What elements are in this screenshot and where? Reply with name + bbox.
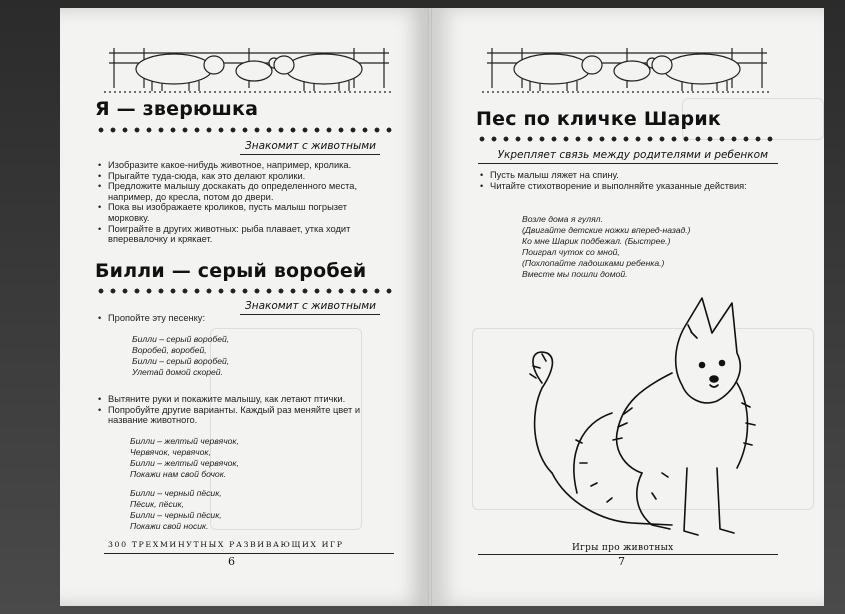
page-number: 7 bbox=[618, 555, 625, 568]
farm-animals-banner-illustration bbox=[482, 43, 772, 95]
bullet-list bbox=[480, 170, 780, 191]
dog-illustration bbox=[522, 293, 762, 545]
list-item: • Пусть малыш ляжет на спину. bbox=[480, 170, 780, 181]
poem-verse bbox=[130, 488, 222, 532]
dotted-divider bbox=[95, 127, 395, 133]
poem-line: Вместе мы пошли домой. bbox=[522, 269, 628, 279]
section-title: Билли — серый воробей bbox=[95, 260, 367, 282]
poem-line: Покажи свой носик. bbox=[130, 521, 209, 531]
list-item: • Читайте стихотворение и выполняйте указанные действия: bbox=[480, 181, 780, 192]
left-page bbox=[60, 8, 428, 606]
page-number: 6 bbox=[228, 555, 235, 568]
poem-line: Воробей, воробей, bbox=[132, 345, 207, 355]
dotted-divider bbox=[95, 288, 395, 294]
dotted-divider bbox=[476, 136, 776, 142]
list-item: • Пропойте эту песенку: bbox=[98, 313, 378, 324]
poem-verse bbox=[522, 214, 691, 280]
footer-rule bbox=[104, 553, 394, 554]
poem-line: Билли – серый воробей, bbox=[132, 356, 230, 366]
bullet-list bbox=[98, 160, 386, 245]
subtitle-underline bbox=[478, 163, 778, 164]
bullet-list bbox=[98, 394, 386, 426]
running-footer: Игры про животных bbox=[572, 543, 674, 553]
poem-line: Улетай домой скорей. bbox=[132, 367, 223, 377]
poem-line: Билли – желтый червячок, bbox=[130, 458, 239, 468]
right-page bbox=[432, 8, 824, 606]
section-subtitle: Знакомит с животными bbox=[244, 140, 376, 152]
farm-animals-banner-illustration bbox=[104, 43, 394, 95]
list-item: • Пока вы изображаете кроликов, пусть малыш погрызет морковку. bbox=[98, 202, 386, 223]
page-title: Пес по кличке Шарик bbox=[476, 108, 721, 130]
poem-line: Червячок, червячок, bbox=[130, 447, 211, 457]
poem-line: Ко мне Шарик подбежал. (Быстрее.) bbox=[522, 236, 671, 246]
bleed-through-illustration bbox=[210, 328, 362, 530]
running-footer: 300 ТРЕХМИНУТНЫХ РАЗВИВАЮЩИХ ИГР bbox=[108, 540, 344, 549]
poem-line: Билли – желтый червячок, bbox=[130, 436, 239, 446]
page-title: Я — зверюшка bbox=[95, 98, 259, 120]
poem-verse bbox=[132, 334, 229, 378]
poem-line: Билли – черный пёсик, bbox=[130, 510, 222, 520]
list-item: • Попробуйте другие варианты. Каждый раз меняйте цвет и название животного. bbox=[98, 405, 386, 426]
list-item: • Вытяните руки и покажите малышу, как летают птички. bbox=[98, 394, 386, 405]
poem-line: (Похлопайте ладошками ребенка.) bbox=[522, 258, 665, 268]
footer-rule bbox=[478, 554, 778, 555]
poem-line: Возле дома я гулял. bbox=[522, 214, 603, 224]
poem-line: Покажи нам свой бочок. bbox=[130, 469, 227, 479]
list-item: • Предложите малышу доскакать до определенного места, например, до кресла, потом до двери. bbox=[98, 181, 386, 202]
poem-line: (Двигайте детские ножки вперед-назад.) bbox=[522, 225, 691, 235]
list-item: • Поиграйте в других животных: рыба плавает, утка ходит вперевалочку и крякает. bbox=[98, 224, 386, 245]
list-item: • Прыгайте туда-сюда, как это делают кролики. bbox=[98, 171, 386, 182]
poem-verse bbox=[130, 436, 239, 480]
subtitle-underline bbox=[240, 154, 380, 155]
poem-line: Билли – серый воробей, bbox=[132, 334, 230, 344]
poem-line: Пёсик, пёсик, bbox=[130, 499, 184, 509]
section-subtitle: Укрепляет связь между родителями и ребенком bbox=[497, 149, 768, 161]
poem-line: Поиграл чуток со мной, bbox=[522, 247, 620, 257]
list-item: • Изобразите какое-нибудь животное, например, кролика. bbox=[98, 160, 386, 171]
poem-line: Билли – черный пёсик, bbox=[130, 488, 222, 498]
section-subtitle: Знакомит с животными bbox=[244, 300, 376, 312]
bullet-list bbox=[98, 313, 378, 324]
